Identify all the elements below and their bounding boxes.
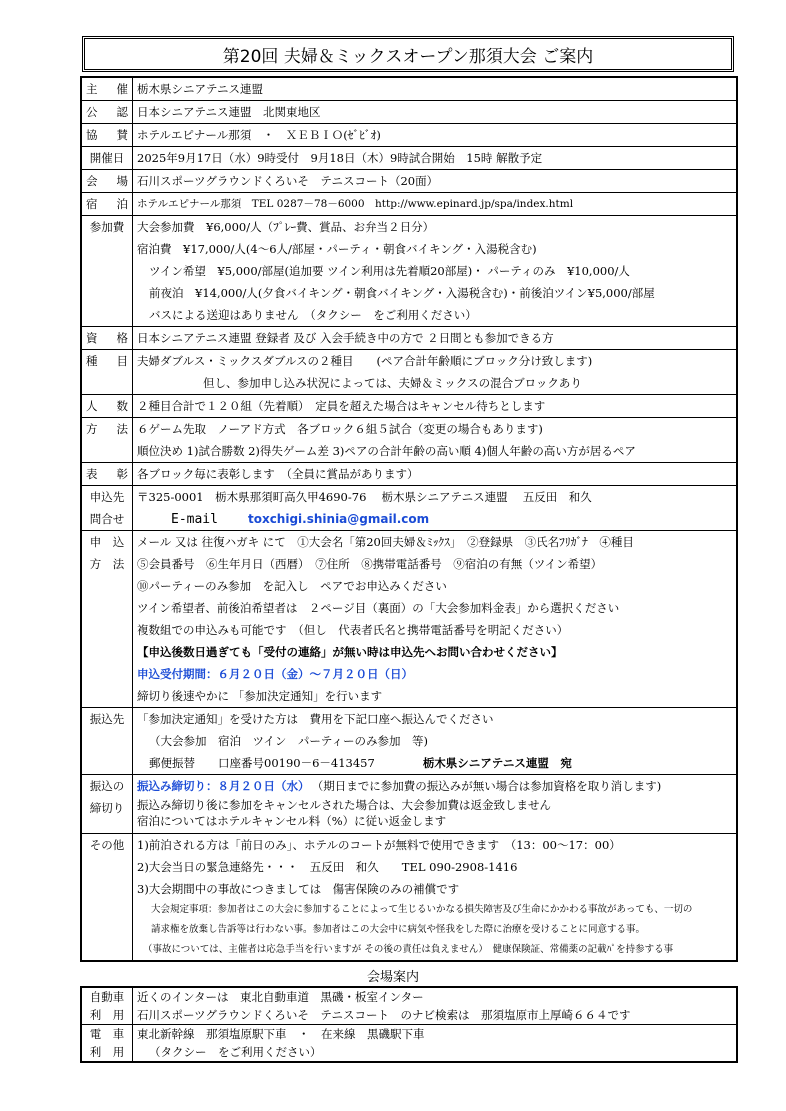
transfer-account-name: 栃木県シニアテニス連盟 宛: [422, 756, 572, 770]
row-other: [82, 834, 736, 960]
row-capacity: [82, 395, 736, 418]
events-line: 但し、参加申し込み状況によっては、夫婦＆ミックスの混合ブロックあり: [203, 376, 582, 390]
label-char: 泊: [116, 197, 128, 211]
transfer-line: 「参加決定通知」を受けた方は 費用を下記口座へ振込んでください: [137, 712, 494, 726]
apply-line: ⑤会員番号 ⑥生年月日（西暦） ⑦住所 ⑧携帯電話番号 ⑨宿泊の有無（ツイン希望）: [137, 557, 603, 571]
page-title: 第20回 夫婦＆ミックスオープン那須大会 ご案内: [82, 36, 734, 72]
label-char: 方: [86, 422, 98, 436]
other-line: 3)大会期間中の事故につきましては 傷害保険のみの補償です: [137, 882, 460, 896]
label-char: 資: [86, 331, 98, 345]
row-contact: [82, 486, 736, 531]
fee-line: ツイン希望 ¥5,000/部屋(追加要 ツイン利用は先着順20部屋)・ パーティのみ ¥10,000/人: [149, 264, 630, 278]
label-char: 協: [86, 128, 98, 142]
fee-line: 宿泊費 ¥17,000/人(4～6人/部屋・パーティ・朝食バイキング・入湯税含む): [137, 242, 537, 256]
contact-label-1: 申込先: [89, 490, 125, 504]
train-label-2: 利 用: [89, 1045, 125, 1059]
sponsor-value: ホテルエピナール那須 ・ ＸＥＢＩＯ(ｾﾞﾋﾞｵ): [137, 128, 381, 142]
venue-table: [80, 986, 738, 1063]
label-char: 数: [116, 399, 128, 413]
car-label-1: 自動車: [89, 990, 125, 1004]
organizer-value: 栃木県シニアテニス連盟: [137, 82, 264, 96]
label-char: 目: [116, 354, 128, 368]
row-deadline: [82, 775, 736, 834]
row-fee: [82, 216, 736, 327]
apply-label-1: 申 込: [89, 535, 125, 549]
fee-line: 大会参加費 ¥6,000/人（ﾌﾟﾚｰ費、賞品、お弁当２日分）: [137, 220, 435, 234]
email-address[interactable]: toxchigi.shinia@gmail.com: [247, 512, 430, 526]
apply-line: メール 又は 往復ハガキ にて ①大会名「第20回夫婦＆ﾐｯｸｽ」 ②登録県 ③氏名ﾌﾘｶﾞﾅ ④種目: [137, 535, 634, 549]
row-date: [82, 147, 736, 170]
row-qualification: [82, 327, 736, 350]
other-line: 1)前泊される方は「前日のみ」、ホテルのコートが無料で使用できます （13：00～17：00）: [137, 838, 621, 852]
label-char: 種: [86, 354, 98, 368]
apply-line: ツイン希望者、前後泊希望者は ２ページ目（裏面）の「大会参加料金表」から選択ください: [137, 601, 620, 615]
label-char: 格: [116, 331, 128, 345]
rules-line: 大会規定事項：参加者はこの大会に参加することによって生じるいかなる損失障害及び生命にかかわる事故があっても、一切の: [151, 904, 693, 915]
date-label: 開催日: [89, 151, 125, 165]
apply-line: ⑩パーティーのみ参加 を記入し ペアでお申込みください: [137, 579, 447, 593]
label-char: 賛: [116, 128, 128, 142]
deadline-date: 振込み締切り：８月２０日（水）: [137, 779, 310, 793]
label-char: 公: [86, 105, 98, 119]
fee-line: バスによる送迎はありません （タクシー をご利用ください）: [149, 308, 477, 322]
row-car: [82, 988, 736, 1025]
award-value: 各ブロック毎に表彰します （全員に賞品があります）: [137, 467, 419, 481]
train-line: 東北新幹線 那須塩原駅下車 ・ 在来線 黒磯駅下車: [137, 1027, 425, 1041]
method-line: 順位決め 1)試合勝数 2)得失ゲーム差 3)ペアの合計年齢の高い順 4)個人年齢の高い方が居るペア: [137, 444, 636, 458]
car-line: 石川スポーツグラウンドくろいそ テニスコート のナビ検索は 那須塩原市上厚崎６６４です: [137, 1008, 631, 1022]
venue-section-title: 会場案内: [366, 970, 419, 985]
other-label: その他: [89, 838, 125, 852]
row-train: [82, 1025, 736, 1061]
deadline-label-1: 振込の: [89, 779, 125, 793]
row-transfer: [82, 708, 736, 775]
info-table: [80, 76, 738, 962]
deadline-note: （期日までに参加費の振込みが無い場合は参加資格を取り消します): [317, 779, 662, 793]
label-char: 主: [86, 82, 98, 96]
row-events: [82, 350, 736, 395]
contact-label-2: 問合せ: [89, 512, 125, 526]
car-label-2: 利 用: [89, 1008, 125, 1022]
label-char: 表: [86, 467, 98, 481]
apply-line-notice: 【申込後数日過ぎても「受付の連絡」が無い時は申込先へお問い合わせください】: [137, 645, 563, 659]
label-char: 人: [86, 399, 98, 413]
label-char: 法: [116, 422, 128, 436]
method-line: ６ゲーム先取 ノーアド方式 各ブロック６組５試合（変更の場合もあります): [137, 422, 543, 436]
train-label-1: 電 車: [89, 1027, 125, 1041]
transfer-line: （大会参加 宿泊 ツイン パーティーのみ参加 等): [149, 734, 428, 748]
label-char: 彰: [116, 467, 128, 481]
deadline-line: 宿泊についてはホテルキャンセル料（%）に従い返金します: [137, 814, 447, 828]
row-method: [82, 418, 736, 463]
row-approval: [82, 101, 736, 124]
transfer-account: 郵便振替 口座番号00190－6－413457: [149, 756, 375, 770]
row-apply: [82, 531, 736, 708]
row-organizer: [82, 78, 736, 101]
train-line: （タクシー をご利用ください）: [149, 1045, 322, 1059]
label-char: 宿: [86, 197, 98, 211]
label-char: 場: [116, 174, 128, 188]
rules-line: 請求権を放棄し告訴等は行わない事。参加者はこの大会中に病気や怪我をした際に治療を受けることに同意する事。: [151, 924, 646, 935]
row-award: [82, 463, 736, 486]
apply-line: 締切り後速やかに 「参加決定通知」を行います: [137, 689, 383, 703]
apply-label-2: 方 法: [89, 557, 125, 571]
label-char: 会: [86, 174, 98, 188]
date-value: 2025年9月17日（水）9時受付 9月18日（木）9時試合開始 15時 解散予定: [137, 151, 543, 165]
transfer-label: 振込先: [89, 712, 125, 726]
apply-period: 申込受付期間：６月２０日（金）～７月２０日（日）: [137, 667, 413, 681]
email-label: E-mail: [171, 512, 218, 527]
qualification-value: 日本シニアテニス連盟 登録者 及び 入会手続き中の方で ２日間とも参加できる方: [137, 331, 554, 345]
contact-address: 〒325-0001 栃木県那須町高久甲4690-76 栃木県シニアテニス連盟 五反田 和久: [137, 490, 592, 504]
row-sponsor: [82, 124, 736, 147]
fee-line: 前夜泊 ¥14,000/人(夕食バイキング・朝食バイキング・入湯税含む)・前後泊ツイン¥5,000/部屋: [149, 286, 655, 300]
row-lodging: [82, 193, 736, 216]
venue-value: 石川スポーツグラウンドくろいそ テニスコート（20面）: [137, 174, 439, 188]
apply-line: 複数組での申込みも可能です （但し 代表者氏名と携帯電話番号を明記ください）: [137, 623, 569, 637]
rules-line: （事故については、主催者は応急手当を行いますが その後の責任は負えません） 健康保険証、常備薬の記載ﾊﾟを持参する事: [143, 944, 674, 955]
label-char: 認: [116, 105, 128, 119]
other-line: 2)大会当日の緊急連絡先・・・ 五反田 和久 TEL 090-2908-1416: [137, 860, 518, 874]
events-line: 夫婦ダブルス・ミックスダブルスの２種目 (ペア合計年齢順にブロック分け致します): [137, 354, 593, 368]
fee-label: 参加費: [89, 220, 125, 234]
label-char: 催: [116, 82, 128, 96]
row-venue: [82, 170, 736, 193]
car-line: 近くのインターは 東北自動車道 黒磯・板室インター: [137, 990, 424, 1004]
capacity-value: ２種目合計で１２０組（先着順） 定員を超えた場合はキャンセル待ちとします: [137, 399, 546, 413]
deadline-label-2: 締切り: [89, 801, 125, 815]
deadline-line: 振込み締切り後に参加をキャンセルされた場合は、大会参加費は返金致しません: [137, 798, 551, 812]
lodging-value: ホテルエピナール那須 TEL 0287－78－6000 http://www.epinard.jp/spa/index.html: [137, 198, 574, 210]
approval-value: 日本シニアテニス連盟 北関東地区: [137, 105, 321, 119]
